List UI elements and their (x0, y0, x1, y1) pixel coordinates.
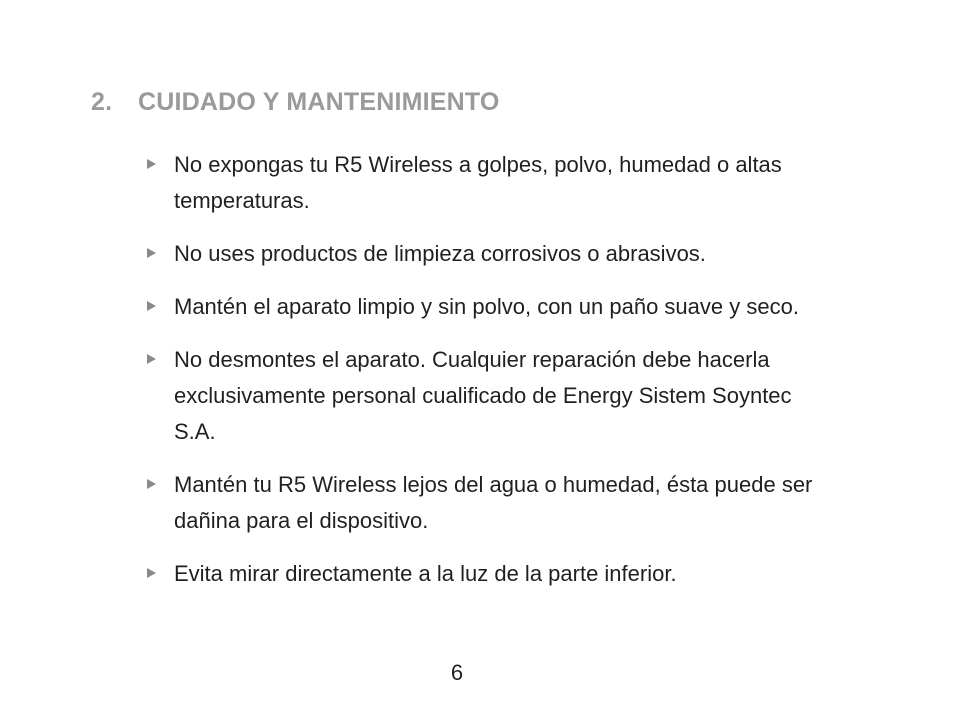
list-item-text: No expongas tu R5 Wireless a golpes, polvo, humedad o altas temperaturas. (174, 152, 782, 213)
list-item (147, 147, 837, 219)
list-item (147, 467, 837, 539)
section-number: 2. (91, 88, 113, 116)
triangle-bullet-icon (147, 354, 156, 364)
section-title: CUIDADO Y MANTENIMIENTO (138, 88, 500, 116)
list-item (147, 236, 837, 272)
section-heading (91, 88, 500, 117)
list-item-text: No desmontes el aparato. Cualquier reparación debe hacerla exclusivamente personal cualificado de Energy Sistem Soyntec S.A. (174, 347, 792, 444)
list-item (147, 289, 837, 325)
triangle-bullet-icon (147, 479, 156, 489)
list-item (147, 342, 837, 450)
page-number: 6 (450, 660, 464, 685)
care-instructions-list (147, 147, 837, 609)
triangle-bullet-icon (147, 159, 156, 169)
list-item (147, 556, 837, 592)
triangle-bullet-icon (147, 568, 156, 578)
triangle-bullet-icon (147, 301, 156, 311)
list-item-text: Mantén tu R5 Wireless lejos del agua o humedad, ésta puede ser dañina para el dispositivo. (174, 472, 813, 533)
list-item-text: Evita mirar directamente a la luz de la parte inferior. (174, 561, 677, 586)
list-item-text: Mantén el aparato limpio y sin polvo, con un paño suave y seco. (174, 294, 799, 319)
list-item-text: No uses productos de limpieza corrosivos o abrasivos. (174, 241, 706, 266)
triangle-bullet-icon (147, 248, 156, 258)
